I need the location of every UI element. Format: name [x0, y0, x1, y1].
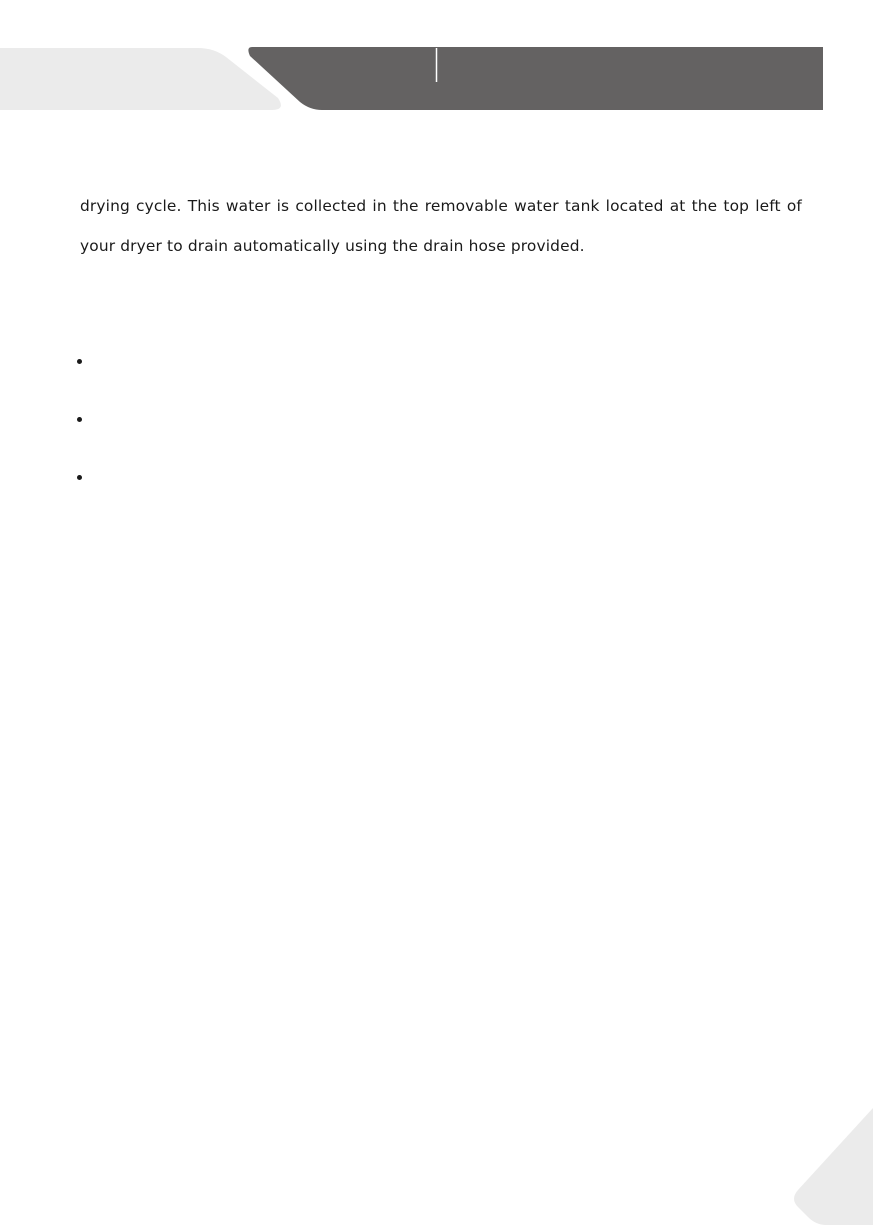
bullet-dot-icon: [77, 359, 82, 364]
list-item: [75, 408, 775, 466]
page-header-band: [0, 0, 873, 120]
body-paragraph: [80, 186, 802, 266]
bullet-list: [75, 350, 775, 524]
list-item: [75, 466, 775, 524]
header-dark-bar: [248, 47, 823, 110]
paragraph-line-1: drying cycle. This water is collected in the removable water tank located at the top left of: [80, 197, 802, 215]
bullet-dot-icon: [77, 475, 82, 480]
header-light-tab: [0, 48, 281, 110]
corner-tab-shape: [790, 1100, 873, 1225]
header-shape: [0, 0, 873, 120]
paragraph-line-2: your dryer to drain automatically using the drain hose provided.: [80, 237, 585, 255]
bullet-dot-icon: [77, 417, 82, 422]
list-item: [75, 350, 775, 408]
page-corner-tab: [790, 1100, 873, 1225]
